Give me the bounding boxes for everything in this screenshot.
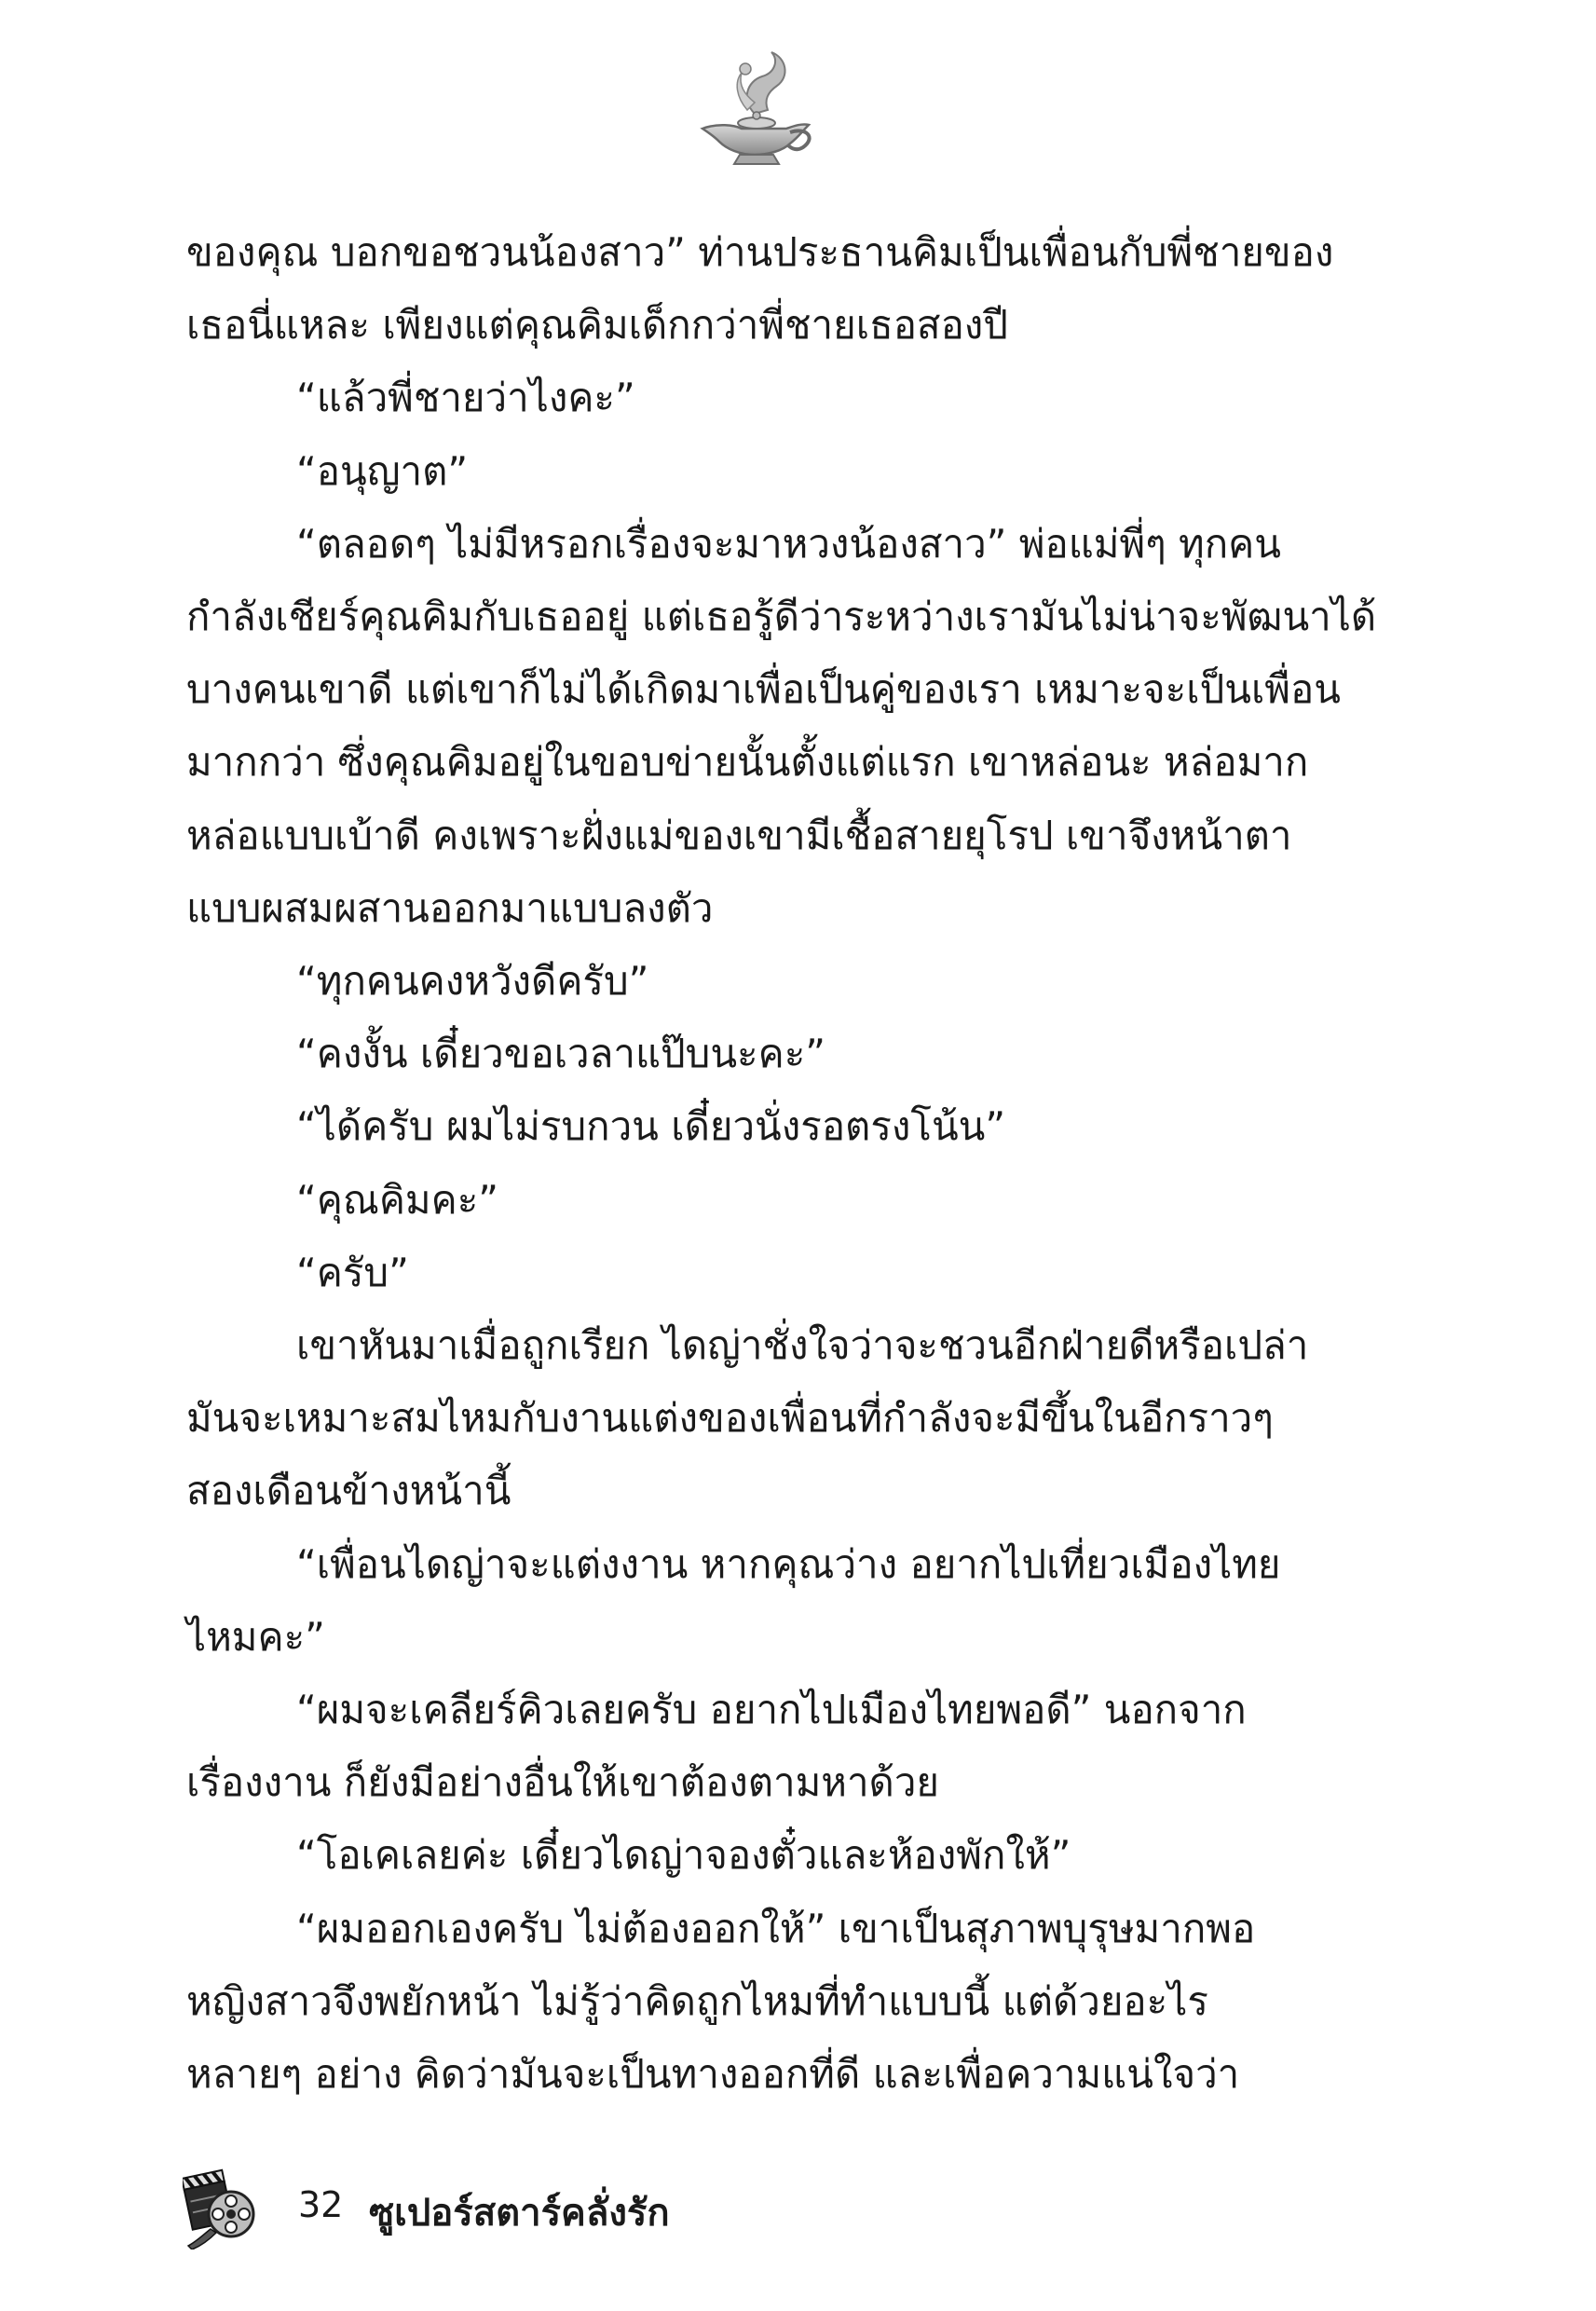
page-number: 32 [298,2184,344,2225]
text-line: หลายๆ อย่าง คิดว่ามันจะเป็นทางออกที่ดี และเพื่อความแน่ใจว่า [186,2051,1240,2098]
text-line: ไหมคะ” [186,1613,325,1660]
text-line: “อนุญาต” [296,447,469,494]
page-footer [183,2160,1021,2253]
text-line: เรื่องงาน ก็ยังมีอย่างอื่นให้เขาต้องตามหาด้วย [186,1759,940,1806]
text-line: “ผมจะเคลียร์คิวเลยครับ อยากไปเมืองไทยพอดี” นอกจาก [296,1687,1247,1733]
text-line: “ตลอดๆ ไม่มีหรอกเรื่องจะมาหวงน้องสาว” พ่อแม่พี่ๆ ทุกคน [296,520,1281,567]
text-line: “ผมออกเองครับ ไม่ต้องออกให้” เขาเป็นสุภาพบุรุษมากพอ [296,1905,1256,1951]
text-line: “ได้ครับ ผมไม่รบกวน เดี๋ยวนั่งรอตรงโน้น” [296,1103,1006,1150]
text-line: มากกว่า ซึ่งคุณคิมอยู่ในขอบข่ายนั้นตั้งแต่แรก เขาหล่อนะ หล่อมาก [186,739,1309,786]
text-line: บางคนเขาดี แต่เขาก็ไม่ได้เกิดมาเพื่อเป็นคู่ของเรา เหมาะจะเป็นเพื่อน [186,666,1341,713]
text-line: หญิงสาวจึงพยักหน้า ไม่รู้ว่าคิดถูกไหมที่ทำแบบนี้ แต่ด้วยอะไร [186,1977,1208,2024]
genie-lamp-icon [689,48,820,170]
text-line: “แล้วพี่ชายว่าไงคะ” [296,375,635,421]
text-line: “ทุกคนคงหวังดีครับ” [296,958,649,1005]
text-line: “เพื่อนไดญ่าจะแต่งงาน หากคุณว่าง อยากไปเที่ยวเมืองไทย [296,1540,1281,1587]
book-title: ซูเปอร์สตาร์คลั่งรัก [369,2192,670,2235]
text-line: มันจะเหมาะสมไหมกับงานแต่งของเพื่อนที่กำลังจะมีขึ้นในอีกราวๆ [186,1395,1274,1442]
text-line: กำลังเชียร์คุณคิมกับเธออยู่ แต่เธอรู้ดีว่าระหว่างเรามันไม่น่าจะพัฒนาได้ [186,594,1377,640]
text-line: “คุณคิมคะ” [296,1176,499,1223]
page-body-text [186,216,1377,2111]
text-line: แบบผสมผสานออกมาแบบลงตัว [186,884,714,931]
text-line: เธอนี่แหละ เพียงแต่คุณคิมเด็กกว่าพี่ชายเธอสองปี [186,302,1008,349]
text-line: “โอเคเลยค่ะ เดี๋ยวไดญ่าจองตั๋วและห้องพักให้” [296,1832,1071,1879]
text-line: หล่อแบบเบ้าดี คงเพราะฝั่งแม่ของเขามีเชื้อสายยุโรป เขาจึงหน้าตา [186,812,1292,858]
text-line: เขาหันมาเมื่อถูกเรียก ไดญ่าชั่งใจว่าจะชวนอีกฝ่ายดีหรือเปล่า [296,1322,1309,1369]
text-line: “ครับ” [296,1249,409,1295]
text-line: “คงงั้น เดี๋ยวขอเวลาแป๊บนะคะ” [296,1031,826,1077]
text-line: ของคุณ บอกขอชวนน้องสาว” ท่านประธานคิมเป็นเพื่อนกับพี่ชายของ [186,229,1334,275]
text-line: สองเดือนข้างหน้านี้ [186,1468,512,1514]
film-reel-clapperboard-icon [183,2160,257,2249]
